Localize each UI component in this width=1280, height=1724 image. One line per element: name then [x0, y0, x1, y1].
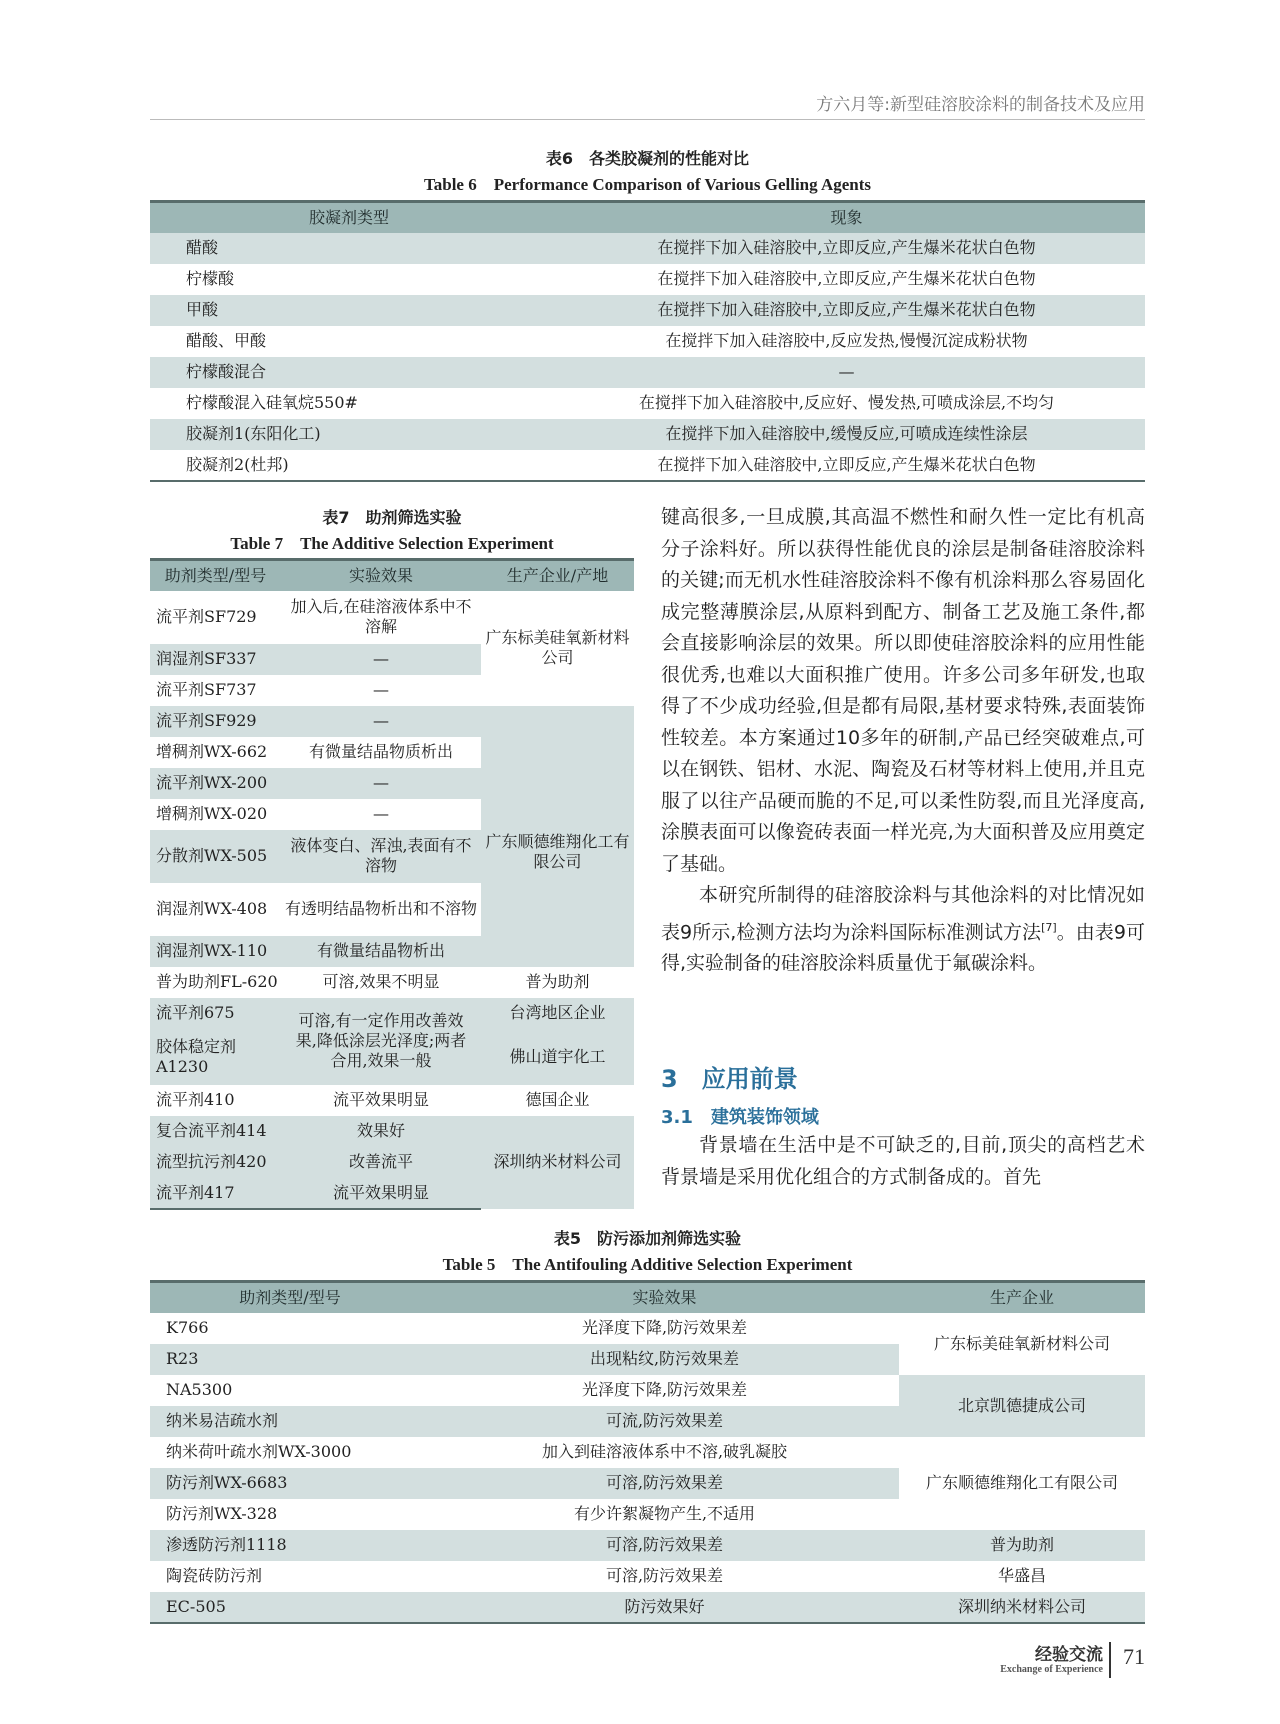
table5-cell: 加入到硅溶液体系中不溶,破乳凝胶 [541, 1442, 788, 1461]
table7-company-cell: 佛山道宇化工 [509, 1046, 606, 1066]
table7-cell: — [373, 649, 389, 668]
table6-cell: 甲酸 [186, 300, 219, 319]
table-row [150, 1085, 634, 1116]
footer-section-zh: 经验交流 [1035, 1645, 1103, 1665]
table-row [150, 998, 634, 1029]
table7-cell: 分散剂WX-505 [156, 846, 268, 865]
table5-cell: 纳米荷叶疏水剂WX-3000 [166, 1442, 352, 1461]
table7-cell: 流平效果明显 [332, 1090, 429, 1109]
table7-company-cell: 德国企业 [525, 1090, 590, 1109]
table7-cell: 润湿剂WX-110 [156, 941, 268, 960]
table-row [150, 1313, 1145, 1344]
table7-cell: 有透明结晶物析出和不溶物 [285, 899, 478, 918]
table5-cell: EC-505 [150, 1592, 430, 1623]
table7-cell: 流平剂675 [156, 1003, 235, 1022]
table-row [150, 295, 1145, 326]
table6-cell: 在搅拌下加入硅溶胶中,立即反应,产生爆米花状白色物 [657, 300, 1036, 319]
table7 [150, 558, 634, 1210]
table5-cell: 纳米易洁疏水剂 [166, 1411, 279, 1430]
table5-company-cell: 北京凯德捷成公司 [899, 1375, 1145, 1437]
table5-cell: 防污效果好 [430, 1592, 899, 1623]
table5-cell: 可溶,防污效果差 [605, 1535, 724, 1554]
table7-cell: 液体变白、浑浊,表面有不溶物 [290, 836, 472, 875]
table5 [150, 1280, 1145, 1624]
table-row [150, 1592, 1145, 1623]
table5-company-cell: 广东标美硅氧新材料公司 [899, 1313, 1145, 1375]
table7-cell: 润湿剂WX-408 [156, 899, 268, 918]
table5-caption [150, 1226, 1145, 1278]
table-row [150, 1561, 1145, 1592]
table5-cell: 有少许絮凝物产生,不适用 [573, 1504, 756, 1523]
table6-header: 现象 [548, 202, 1145, 233]
table6-caption [150, 146, 1145, 198]
table7-cell: 有微量结晶物质析出 [308, 742, 453, 761]
table7-caption-zh: 表7 助剂筛选实验 [322, 508, 462, 527]
body-paragraphs [661, 502, 1145, 980]
table5-header: 助剂类型/型号 [150, 1282, 430, 1313]
page-number: 71 [1123, 1644, 1145, 1669]
table7-cell: 加入后,在硅溶液体系中不溶解 [290, 597, 472, 636]
table7-cell: 改善流平 [348, 1152, 413, 1171]
table-row [150, 737, 634, 768]
footer-section-en: Exchange of Experience [1000, 1664, 1103, 1675]
table6-header: 胶凝剂类型 [150, 202, 548, 233]
table5-cell: NA5300 [166, 1380, 233, 1399]
table7-cell: — [373, 680, 389, 699]
table7-cell: 效果好 [356, 1121, 405, 1140]
table5-cell: K766 [166, 1318, 209, 1337]
table6-cell: 在搅拌下加入硅溶胶中,立即反应,产生爆米花状白色物 [548, 450, 1145, 481]
table7-cell: 润湿剂SF337 [156, 649, 257, 668]
table6-cell: 在搅拌下加入硅溶胶中,反应发热,慢慢沉淀成粉状物 [665, 331, 1028, 350]
paragraph: 键高很多,一旦成膜,其高温不燃性和耐久性一定比有机高分子涂料好。所以获得性能优良的涂层是制备硅溶胶涂料的关键;而无机水性硅溶胶涂料不像有机涂料那么容易固化成完整薄膜涂层,从原料到配方、制备工艺及施工条件,都会直接影响涂层的效果。所以即使硅溶胶涂料的应用性能很优秀,也难以大面积推广使用。许多公司多年研发,也取得了不少成功经验,但是都有局限,基材要求特殊,表面装饰性较差。本方案通过10多年的研制,产品已经突破难点,可以在钢铁、铝材、水泥、陶瓷及石材等材料上使用,并且克服了以往产品硬而脆的不足,可以柔性防裂,而且光泽度高,涂膜表面可以像瓷砖表面一样光亮,为大面积普及应用奠定了基础。 [661, 506, 1145, 875]
table-row [150, 357, 1145, 388]
table7-cell: 流平效果明显 [281, 1178, 481, 1209]
table-row [150, 591, 634, 644]
table7-cell: 流平剂417 [150, 1178, 281, 1209]
paragraph [661, 880, 1145, 980]
table-row [150, 264, 1145, 295]
table7-empty-cell [481, 706, 634, 737]
table-row [150, 388, 1145, 419]
body-paragraphs-2 [661, 1130, 1145, 1193]
table7-cell: 有微量结晶物析出 [316, 941, 445, 960]
table6-cell: 在搅拌下加入硅溶胶中,立即反应,产生爆米花状白色物 [657, 238, 1036, 257]
table-row [150, 233, 1145, 264]
table7-cell: — [373, 804, 389, 823]
table6-cell: 在搅拌下加入硅溶胶中,立即反应,产生爆米花状白色物 [657, 269, 1036, 288]
table7-cell: 复合流平剂414 [156, 1121, 267, 1140]
table7-cell: 流型抗污剂420 [156, 1152, 267, 1171]
table6-cell: 柠檬酸 [186, 269, 235, 288]
table7-company-cell: 广东顺德维翔化工有限公司 [481, 737, 634, 967]
table-row [150, 967, 634, 998]
table5-cell: 陶瓷砖防污剂 [166, 1566, 263, 1585]
running-title: 方六月等:新型硅溶胶涂料的制备技术及应用 [816, 95, 1145, 115]
table6-cell: 柠檬酸混入硅氧烷550# [186, 393, 358, 412]
table5-cell: 出现粘纹,防污效果差 [589, 1349, 740, 1368]
table-row [150, 1437, 1145, 1468]
table5-company-cell: 普为助剂 [989, 1535, 1054, 1554]
table5-cell: 光泽度下降,防污效果差 [581, 1380, 748, 1399]
table7-cell: 增稠剂WX-020 [156, 804, 268, 823]
table-row [150, 1375, 1145, 1406]
table7-header: 助剂类型/型号 [150, 560, 281, 591]
table5-cell: 光泽度下降,防污效果差 [581, 1318, 748, 1337]
table5-company-cell: 华盛昌 [997, 1566, 1046, 1585]
table7-header: 实验效果 [281, 560, 481, 591]
table7-cell: 可溶,有一定作用改善效果,降低涂层光泽度;两者合用,效果一般 [295, 1011, 467, 1070]
table5-cell: 渗透防污剂1118 [166, 1535, 287, 1554]
table7-cell: 流平剂WX-200 [156, 773, 268, 792]
table6-caption-en: Table 6 Performance Comparison of Various Gelling Agents [423, 175, 872, 194]
table-row [150, 450, 1145, 481]
section-heading: 3 应用前景 [661, 1065, 798, 1093]
table7-company-cell: 台湾地区企业 [509, 1003, 606, 1022]
table-row [150, 1116, 634, 1147]
footer-divider [1109, 1642, 1111, 1678]
table5-header-row [150, 1282, 1145, 1313]
table7-cell: 流平剂410 [156, 1090, 235, 1109]
table5-cell: 可溶,防污效果差 [605, 1566, 724, 1585]
table-row [150, 706, 634, 737]
table6 [150, 200, 1145, 482]
table7-company-cell: 普为助剂 [525, 972, 590, 991]
page-footer [990, 1640, 1145, 1680]
table5-header: 生产企业 [899, 1282, 1145, 1313]
table5-cell: 防污剂WX-6683 [166, 1473, 288, 1492]
table7-cell: 流平剂SF737 [156, 680, 257, 699]
table6-cell: 在搅拌下加入硅溶胶中,缓慢反应,可喷成连续性涂层 [665, 424, 1028, 443]
table7-company-cell: 深圳纳米材料公司 [481, 1116, 634, 1209]
table7-header: 生产企业/产地 [481, 560, 634, 591]
table5-cell: 可流,防污效果差 [605, 1411, 724, 1430]
running-head [150, 86, 1145, 120]
table6-cell: 醋酸、甲酸 [186, 331, 267, 350]
table-row [150, 419, 1145, 450]
table6-cell: 醋酸 [186, 238, 219, 257]
paragraph-text: 。由表9可得,实验制备的硅溶胶涂料质量优于氟碳涂料。 [661, 920, 1145, 975]
table7-cell: 增稠剂WX-662 [156, 742, 268, 761]
table5-cell: 防污剂WX-328 [166, 1504, 278, 1523]
table7-caption [150, 505, 634, 557]
paragraph: 背景墙在生活中是不可缺乏的,目前,顶尖的高档艺术背景墙是采用优化组合的方式制备成的。首先 [661, 1134, 1145, 1188]
table6-cell: 胶凝剂1(东阳化工) [186, 424, 321, 443]
table7-cell: 流平剂SF929 [156, 711, 257, 730]
table6-caption-zh: 表6 各类胶凝剂的性能对比 [545, 149, 750, 168]
table6-cell: 柠檬酸混合 [186, 362, 267, 381]
table5-header: 实验效果 [430, 1282, 899, 1313]
citation: [7] [1041, 920, 1057, 934]
table5-company-cell: 广东顺德维翔化工有限公司 [899, 1437, 1145, 1530]
table-row [150, 1530, 1145, 1561]
table-row [150, 326, 1145, 357]
table7-cell: 普为助剂FL-620 [156, 972, 278, 991]
table5-caption-en: Table 5 The Antifouling Additive Selection Experiment [442, 1255, 853, 1274]
table5-cell: 可溶,防污效果差 [605, 1473, 724, 1492]
table7-company-cell: 广东标美硅氧新材料公司 [481, 591, 634, 706]
table7-cell: — [373, 773, 389, 792]
table7-caption-en: Table 7 The Additive Selection Experiment [230, 534, 554, 553]
table7-header-row [150, 560, 634, 591]
subsection-heading: 3.1 建筑装饰领域 [661, 1107, 819, 1128]
table7-cell: 可溶,效果不明显 [322, 972, 440, 991]
table6-cell: 在搅拌下加入硅溶胶中,反应好、慢发热,可喷成涂层,不均匀 [638, 393, 1055, 412]
table5-caption-zh: 表5 防污添加剂筛选实验 [553, 1229, 742, 1248]
table7-cell: 流平剂SF729 [156, 607, 257, 626]
table5-cell: R23 [166, 1349, 199, 1368]
table6-cell: — [838, 362, 855, 381]
table6-header-row [150, 202, 1145, 233]
table5-company-cell: 深圳纳米材料公司 [899, 1592, 1145, 1623]
table7-cell: 胶体稳定剂A1230 [156, 1036, 237, 1076]
table6-cell: 胶凝剂2(杜邦) [150, 450, 548, 481]
paragraph-text: 本研究所制得的硅溶胶涂料与其他涂料的对比情况如表9所示,检测方法均为涂料国际标准测试方法 [661, 884, 1145, 943]
table7-cell: — [373, 711, 389, 730]
